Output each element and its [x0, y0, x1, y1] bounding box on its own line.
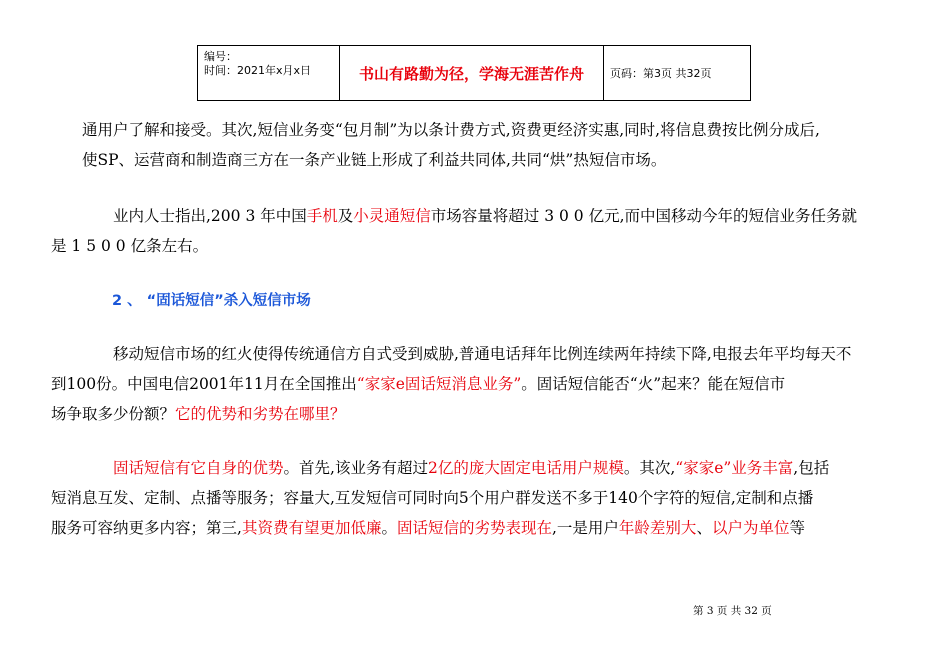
- header-motto: 书山有路勤为径，学海无涯苦作舟: [340, 46, 604, 100]
- paragraph-3: [51, 339, 872, 429]
- text-run: 、: [696, 519, 712, 537]
- text-run: 场争取多少份额？: [51, 405, 176, 423]
- time-label: 时间：2021年x月x日: [204, 64, 312, 77]
- text-run: ,一是用户: [551, 519, 619, 537]
- page-header-table: [197, 45, 751, 101]
- paragraph-2-line-2: 是 1 5 0 0 亿条左右。: [51, 237, 209, 255]
- text-run: ,包括: [793, 459, 830, 477]
- highlight-household-unit: 以户为单位: [711, 519, 790, 537]
- section-heading: 2 、 “固话短信”杀入短信市场: [112, 293, 311, 309]
- text-run: 到100份。中国电信2001年11月在全国推出: [51, 375, 357, 393]
- paragraph-1-line-2: 使SP、运营商和制造商三方在一条产业链上形成了利益共同体,共同“烘”热短信市场。: [82, 151, 667, 169]
- paragraph-1-line-1: 通用户了解和接受。其次,短信业务变“包月制”为以条计费方式,资费更经济实惠,同时,将信息费按比例分成后,: [82, 121, 820, 139]
- highlight-advantage: 固话短信有它自身的优势: [113, 459, 284, 477]
- highlight-age-gap: 年龄差别大: [618, 519, 697, 537]
- paragraph-4: [51, 453, 872, 543]
- code-label: 编号：: [204, 50, 237, 63]
- paragraph-1: [82, 115, 872, 175]
- highlight-service-name: “家家e固话短消息业务”: [356, 375, 522, 393]
- text-run: 市场容量将超过 3 0 0 亿元,而中国移动今年的短信业务任务就: [430, 207, 858, 225]
- text-run: 服务可容纳更多内容；第三,: [51, 519, 242, 537]
- text-run: 及: [337, 207, 354, 225]
- highlight-question: 它的优势和劣势在哪里？: [175, 405, 346, 423]
- highlight-user-scale: 2亿的庞大固定电话用户规模: [427, 459, 624, 477]
- paragraph-3-line-1: 移动短信市场的红火使得传统通信方自式受到威胁,普通电话拜年比例连续两年持续下降,电报去年平均每天不: [113, 345, 852, 363]
- highlight-service-rich: “家家e”业务丰富: [675, 459, 794, 477]
- text-run: 。其次,: [623, 459, 676, 477]
- paragraph-4-line-2: 短消息互发、定制、点播等服务；容量大,互发短信可同时向5个用户群发送不多于140个字符的短信,定制和点播: [51, 489, 814, 507]
- text-run: 等: [789, 519, 805, 537]
- text-run: 。固话短信能否“火”起来？能在短信市: [521, 375, 786, 393]
- text-run: 业内人士指出,200 3 年中国: [113, 207, 307, 225]
- text-run: 。: [381, 519, 397, 537]
- page-footer: 第 3 页 共 32 页: [693, 605, 772, 617]
- link-phs-sms[interactable]: 小灵通短信: [353, 207, 431, 225]
- header-meta-cell: [198, 46, 340, 100]
- highlight-disadvantage: 固话短信的劣势表现在: [396, 519, 552, 537]
- text-run: 。首先,该业务有超过: [283, 459, 428, 477]
- highlight-low-cost: 其资费有望更加低廉: [241, 519, 382, 537]
- link-mobile-phone[interactable]: 手机: [306, 207, 338, 225]
- paragraph-2: [51, 201, 872, 261]
- header-page-label: 页码：第3页 共32页: [610, 67, 712, 80]
